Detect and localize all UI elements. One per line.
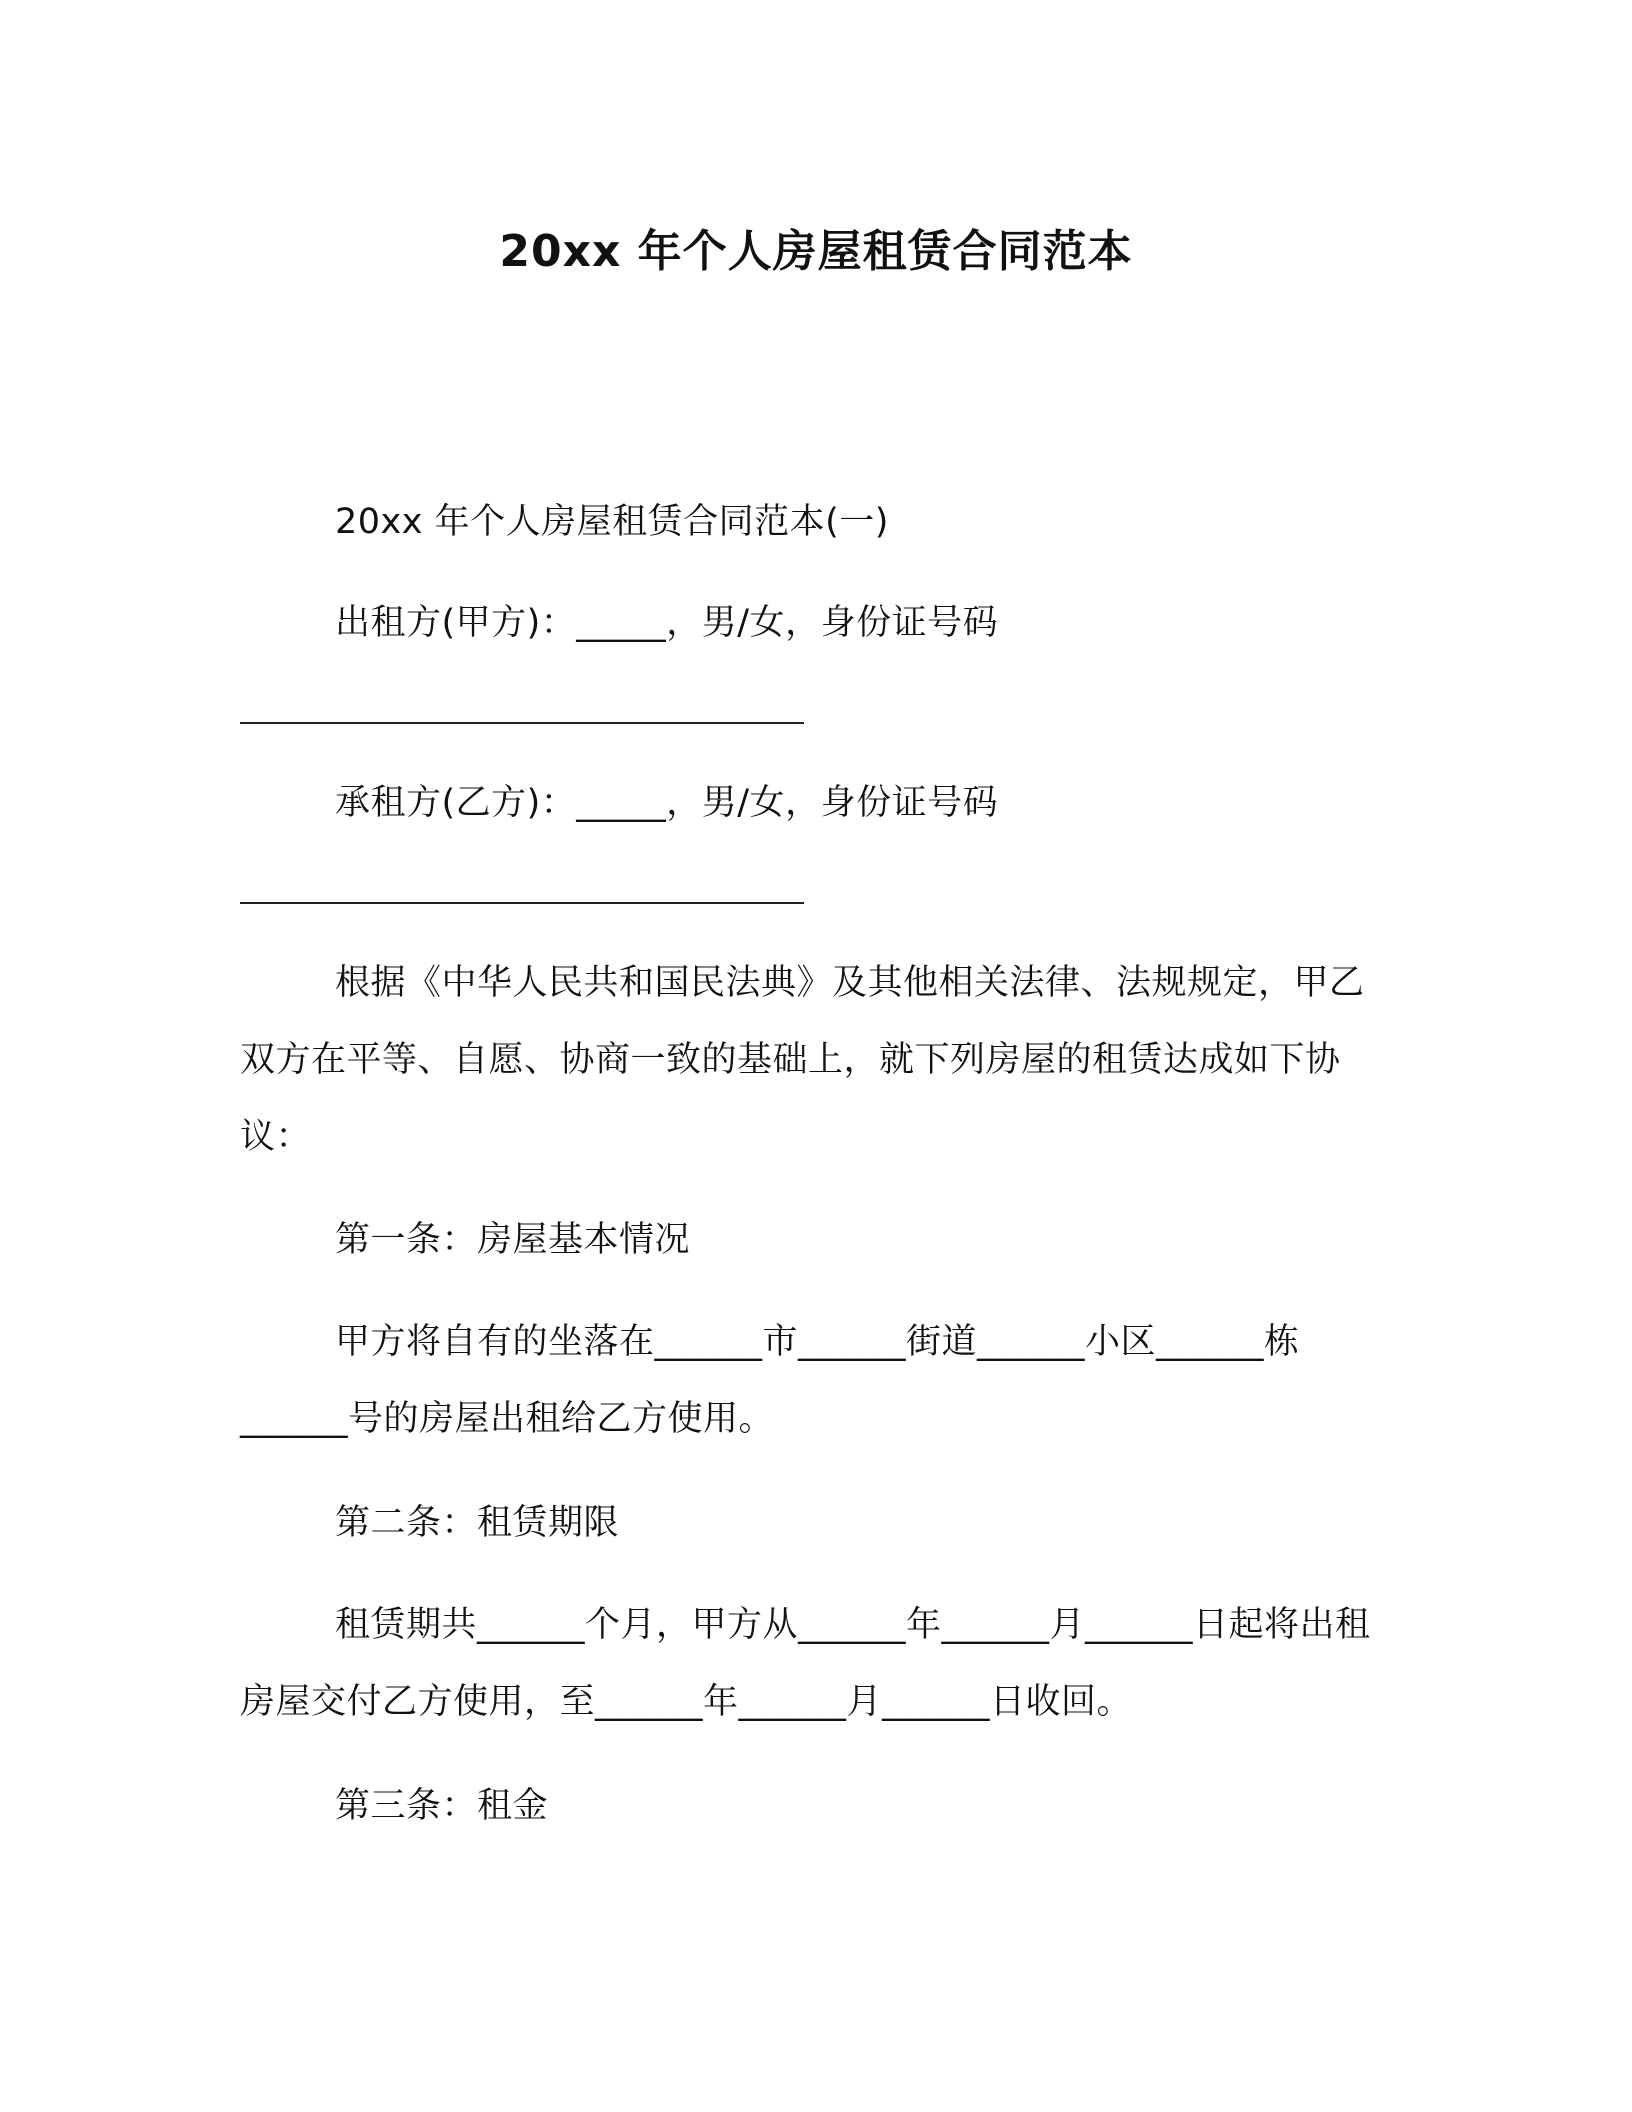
preamble-paragraph: 根据《中华人民共和国民法典》及其他相关法律、法规规定，甲乙双方在平等、自愿、协商一致的基础上，就下列房屋的租赁达成如下协议：	[240, 963, 1365, 1157]
article-1-paragraph: 甲方将自有的坐落在______市______街道______小区______栋______号的房屋出租给乙方使用。	[240, 1322, 1300, 1439]
article-1-heading: 第一条：房屋基本情况	[335, 1220, 691, 1260]
lessor-id-blank-line	[240, 722, 804, 724]
lessee-id-blank-line	[240, 902, 804, 904]
lessee-paragraph: 承租方(乙方)：_____，男/女，身份证号码	[335, 783, 999, 823]
lessor-paragraph: 出租方(甲方)：_____，男/女，身份证号码	[335, 603, 999, 643]
article-2-heading: 第二条：租赁期限	[335, 1503, 620, 1543]
article-3-heading: 第三条：租金	[335, 1786, 549, 1826]
document-title: 20xx 年个人房屋租赁合同范本	[499, 226, 1133, 277]
subtitle-paragraph: 20xx 年个人房屋租赁合同范本(一)	[335, 502, 889, 542]
article-2-paragraph: 租赁期共______个月，甲方从______年______月______日起将出租房屋交付乙方使用，至______年______月______日收回。	[240, 1605, 1371, 1722]
